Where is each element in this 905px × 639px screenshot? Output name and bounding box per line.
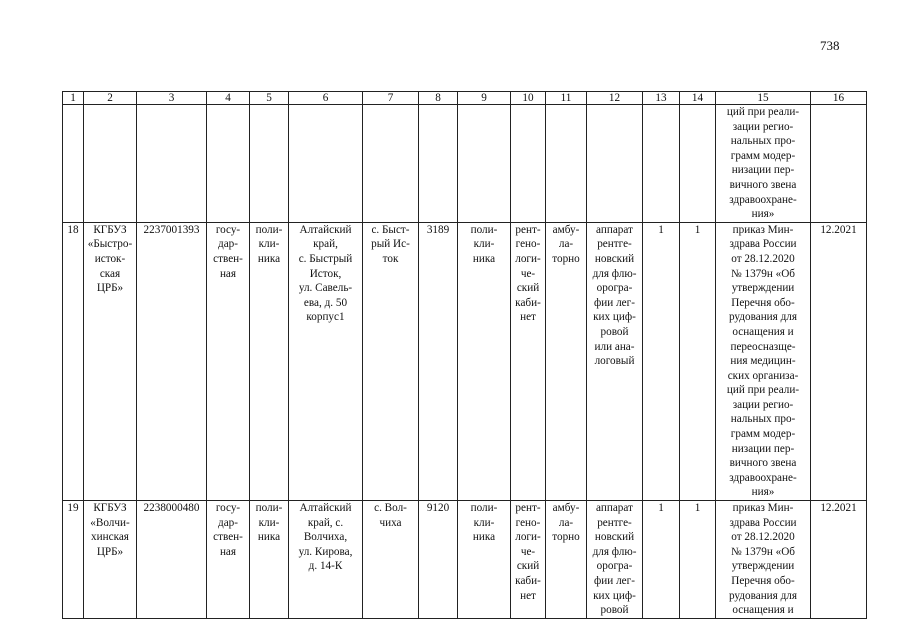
data-table: [62, 91, 867, 619]
column-header: 9: [458, 92, 511, 105]
table-row: [63, 222, 867, 500]
ownership-form-cell: госу- дар- ствен- ная: [207, 222, 250, 500]
care-conditions-cell: амбу- ла- торно: [546, 501, 587, 619]
table-cell: [811, 105, 867, 223]
institution-type-cell: поли- кли- ника: [250, 222, 289, 500]
date-cell: 12.2021: [811, 222, 867, 500]
organization-name-cell: КГБУЗ «Волчи- хинская ЦРБ»: [84, 501, 137, 619]
institution-type-cell: поли- кли- ника: [250, 501, 289, 619]
settlement-cell: с. Быст- рый Ис- ток: [363, 222, 419, 500]
legal-basis-cell: приказ Мин- здрава России от 28.12.2020 № 1379н «Об утверждении Перечня обо- рудования для оснащения и: [716, 501, 811, 619]
table-cell: [250, 105, 289, 223]
column-header: 7: [363, 92, 419, 105]
date-cell: 12.2021: [811, 501, 867, 619]
table-cell: [458, 105, 511, 223]
table-cell: [680, 105, 716, 223]
column-header: 6: [289, 92, 363, 105]
address-cell: Алтайский край, с. Волчиха, ул. Кирова, д. 14-К: [289, 501, 363, 619]
column-header: 13: [643, 92, 680, 105]
address-cell: Алтайский край, с. Быстрый Исток, ул. Савель- ева, д. 50 корпус1: [289, 222, 363, 500]
equipment-cell: аппарат рентге- новский для флю- орогра- фии лег- ких циф- ровой: [587, 501, 643, 619]
quantity-cell: 1: [680, 222, 716, 500]
care-conditions-cell: амбу- ла- торно: [546, 222, 587, 500]
quantity-cell: 1: [643, 501, 680, 619]
table-cell: [643, 105, 680, 223]
inn-cell: 2238000480: [137, 501, 207, 619]
table-cell: [419, 105, 458, 223]
population-cell: 3189: [419, 222, 458, 500]
table-cell: [546, 105, 587, 223]
column-header: 16: [811, 92, 867, 105]
column-header: 5: [250, 92, 289, 105]
table-cell: [84, 105, 137, 223]
column-header: 15: [716, 92, 811, 105]
organization-name-cell: КГБУЗ «Быстро- исток- ская ЦРБ»: [84, 222, 137, 500]
table-cell: [207, 105, 250, 223]
unit-type-cell: поли- кли- ника: [458, 222, 511, 500]
settlement-cell: с. Вол- чиха: [363, 501, 419, 619]
column-header: 1: [63, 92, 84, 105]
quantity-cell: 1: [680, 501, 716, 619]
table-cell: [289, 105, 363, 223]
column-header: 8: [419, 92, 458, 105]
legal-basis-cell: ций при реали- зации регио- нальных про- грамм модер- низации пер- вичного звена здравоохране- ния»: [716, 105, 811, 223]
column-header: 14: [680, 92, 716, 105]
row-number-cell: 19: [63, 501, 84, 619]
table-cell: [587, 105, 643, 223]
inn-cell: 2237001393: [137, 222, 207, 500]
department-cell: рент- гено- логи- че- ский каби- нет: [511, 222, 546, 500]
table-cell: [511, 105, 546, 223]
column-header: 12: [587, 92, 643, 105]
column-header: 11: [546, 92, 587, 105]
quantity-cell: 1: [643, 222, 680, 500]
table-row-continuation: [63, 105, 867, 223]
column-header: 3: [137, 92, 207, 105]
equipment-cell: аппарат рентге- новский для флю- орогра- фии лег- ких циф- ровой или ана- логовый: [587, 222, 643, 500]
population-cell: 9120: [419, 501, 458, 619]
column-header: 10: [511, 92, 546, 105]
column-header: 2: [84, 92, 137, 105]
page-number: 738: [820, 38, 840, 53]
ownership-form-cell: госу- дар- ствен- ная: [207, 501, 250, 619]
column-header: 4: [207, 92, 250, 105]
table-cell: [137, 105, 207, 223]
table-cell: [63, 105, 84, 223]
table-row: [63, 501, 867, 619]
table-cell: [363, 105, 419, 223]
table-header-row: [63, 92, 867, 105]
department-cell: рент- гено- логи- че- ский каби- нет: [511, 501, 546, 619]
row-number-cell: 18: [63, 222, 84, 500]
legal-basis-cell: приказ Мин- здрава России от 28.12.2020 № 1379н «Об утверждении Перечня обо- рудования для оснащения и переосназще- ния медицин- ских организа- ций при реали- зации регио- нальных про- грамм модер- низации пер- вичного звена здравоохране- ния»: [716, 222, 811, 500]
unit-type-cell: поли- кли- ника: [458, 501, 511, 619]
